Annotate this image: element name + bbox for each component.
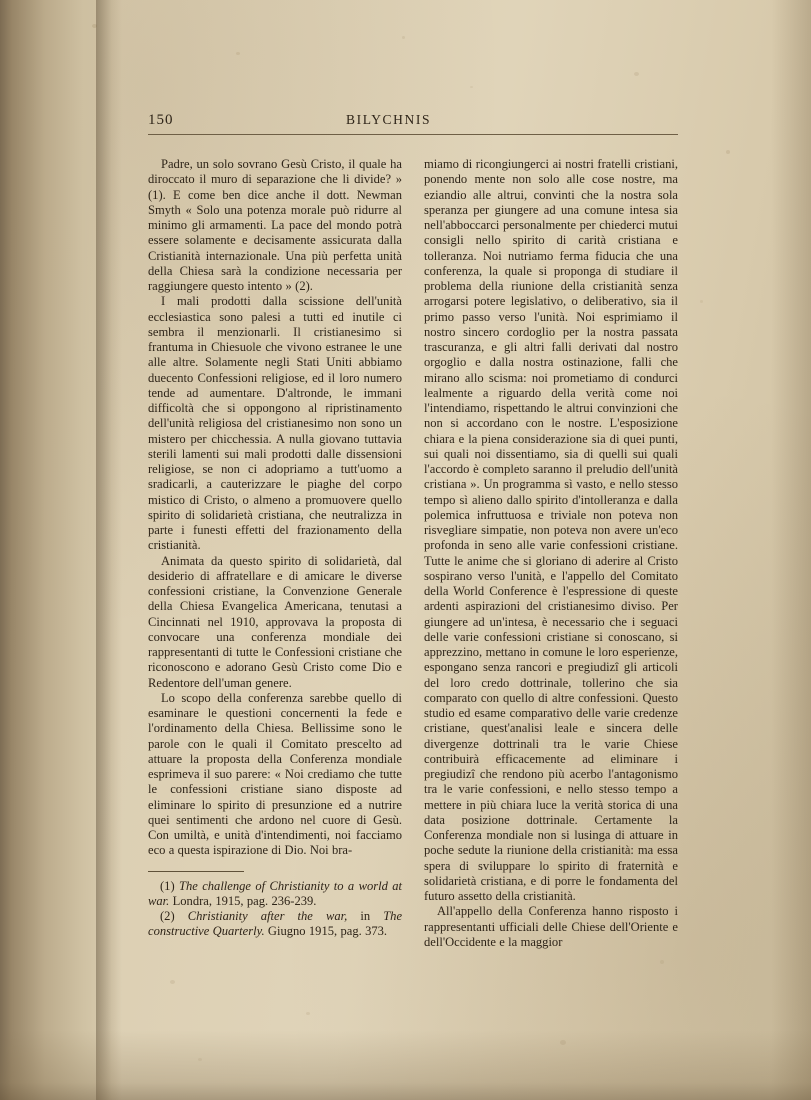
footnote-marker: (2) [160, 909, 175, 923]
footnote-title: The challenge of Christianity to a world at war. [148, 878, 402, 908]
footnote-title: Christianity after the war, [187, 909, 348, 923]
foxing-spot [236, 52, 240, 55]
foxing-spot [402, 36, 405, 39]
footnote-mid: in [347, 909, 384, 923]
paragraph: Padre, un solo sovrano Gesù Cristo, il quale ha diroccato il muro di separazione che li divide? » (1). E come ben dice anche il dott. Newman Smyth « Solo una potenza morale può ridurre al minimo gli armamenti. La pace del mondo potrà essere solamente e decisamente assicurata dalla Cristianità internazionale. Una più perfetta unità della Chiesa sarà la condizione necessaria per raggiungere questo intento » (2). [148, 157, 402, 293]
footnotes-block [148, 871, 402, 940]
bottom-edge-shadow [0, 1030, 811, 1100]
column-left [148, 157, 402, 950]
footnote-marker: (1) [160, 878, 175, 893]
paragraph: Lo scopo della conferenza sarebbe quello di esaminare le questioni concernenti la fede e l'ordinamento della Chiesa. Bellissime sono le parole con le quali il Comitato prescelto ad attuare la proposta della Conferenza mondiale esprimeva il suo parere: « Noi crediamo che tutte le confessioni cristiane siano disposte ad eliminare lo spirito di presunzione ed a nutrire quei sentimenti che ardono nel cuore di Gesù. Con umiltà, e unità d'intendimenti, noi facciamo eco a questa ispirazione di Dio. Noi bra- [148, 690, 402, 858]
foxing-spot [306, 1012, 310, 1015]
page-number: 150 [148, 112, 174, 128]
paragraph: I mali prodotti dalla scissione dell'unità ecclesiastica sono palesi a tutti ed inutile ci sembra il menzionarli. Il cristianesimo si frantuma in Chiesuole che vivono estranee le une alle altre. Solamente negli Stati Uniti abbiamo duecento Confessioni religiose, ed il loro numero tende ad aumentare. D'altronde, le immani difficoltà che si oppongono al ripristinamento dell'unità religiosa del cristianesimo non sono un mistero per chicchessia. A nulla giovano tuttavia sterili lamenti sui mali prodotti dalle dissensioni religiose, se non ci adopriamo a tutt'uomo a sradicarli, a cauterizzare le piaghe del corpo mistico di Cristo, o almeno a promuovere quello spirito di solidarietà cristiana, che neutralizza in parte i funesti effetti del frazionamento della cristianità. [148, 294, 402, 553]
foxing-spot [700, 300, 703, 303]
binding-edge-gradient [96, 0, 122, 1100]
column-right [424, 157, 678, 950]
right-edge-shadow [771, 0, 811, 1100]
footnote-rule [148, 871, 244, 872]
paragraph: All'appello della Conferenza hanno risposto i rappresentanti ufficiali delle Chiese dell'Oriente e dell'Occidente e la maggior [424, 904, 678, 949]
paragraph: miamo di ricongiungerci ai nostri fratelli cristiani, ponendo mente non solo alle cose nostre, ma eziandio alle altrui, convinti che la nostra sola speranza per giungere ad una comune intesa sia nell'abboccarci personalmente per chiederci mutui consigli nello spirito di carità cristiana e tolleranza. Noi nutriamo ferma fiducia che una conferenza, la quale si proponga di studiare il problema della riunione della cristianità senza arrogarsi potere legislativo, o deliberativo, sia il primo passo verso l'unità. Noi esprimiamo il nostro sincero cordoglio per la nostra passata trascuranza, e gli altri falli derivati dal nostro orgoglio e dalla nostra ostinazione, falli che mirano allo scisma: noi prometiamo di condurci lealmente a riguardo della verità come noi l'intendiamo, rispettando le altrui convinzioni che non si accordano con le nostre. L'esposizione chiara e la piena considerazione sia di quei punti, sui quali noi dissentiamo, sia di quelli sui quali l'accordo è completo saranno il preludio dell'unità cristiana ». Un programma sì vasto, e nello stesso tempo sì alieno dallo spirito d'intolleranza e dalla polemica infruttuosa e triviale non poteva non risvegliare simpatie, non poteva non avere un'eco profonda in seno alle varie confessioni cristiane. Tutte le anime che si gloriano di aderire al Cristo sospirano verso l'unità, e l'appello del Comitato della World Conference è l'espressione di queste ardenti aspirazioni del cristianesimo diviso. Per giungere ad un'intesa, è necessario che i seguaci delle varie confessioni cristiane si conoscano, si apprezzino, mettano in comune le loro esperienze, espongano senza rancori e pregiudizî gli articoli del loro credo dottrinale, tollerino che sia comparato con quello di altre confessioni. Questo studio ed esame comparativo delle varie credenze cristiane, quest'analisi leale e sincera delle divergenze dottrinali tra le varie Chiese contribuirà efficacemente ad eliminare i pregiudizî che rendono più acerbo l'antagonismo tra le varie confessioni, e nello stesso tempo a mettere in più chiara luce la verità storica di una data posizione dottrinale. Certamente la Conferenza mondiale non si lusinga di attuare in poche sedute la riunione della cristianità: ma essa spera di sviluppare lo spirito di fraternità e solidarietà cristiana, e di porre le fondamenta del futuro assetto della cristianità. [424, 157, 678, 903]
foxing-spot [634, 72, 639, 76]
foxing-spot [726, 150, 730, 154]
page-header [148, 112, 678, 135]
foxing-spot [660, 960, 664, 964]
footnote-1 [148, 879, 402, 910]
footnote-tail: Giugno 1915, pag. 373. [264, 924, 388, 939]
foxing-spot [170, 980, 175, 984]
foxing-spot [470, 86, 473, 88]
footnote-tail: Londra, 1915, pag. 236-239. [169, 893, 317, 908]
running-title: BILYCHNIS [346, 112, 432, 127]
page-content [148, 112, 678, 950]
paragraph: Animata da questo spirito di solidarietà, dal desiderio di affratellare e di amicare le diverse confessioni cristiane, la Convenzione Generale della Chiesa Evangelica Americana, tenutasi a Cincinnati nel 1910, approvava la proposta di convocare una conferenza mondiale dei rappresentanti di tutte le Confessioni cristiane che riconoscono e adorano Gesù Cristo come Dio e Redentore dell'uman genere. [148, 553, 402, 690]
footnote-journal: The constructive Quarterly. [148, 909, 403, 939]
footnote-2 [148, 909, 402, 940]
two-column-body [148, 157, 678, 950]
